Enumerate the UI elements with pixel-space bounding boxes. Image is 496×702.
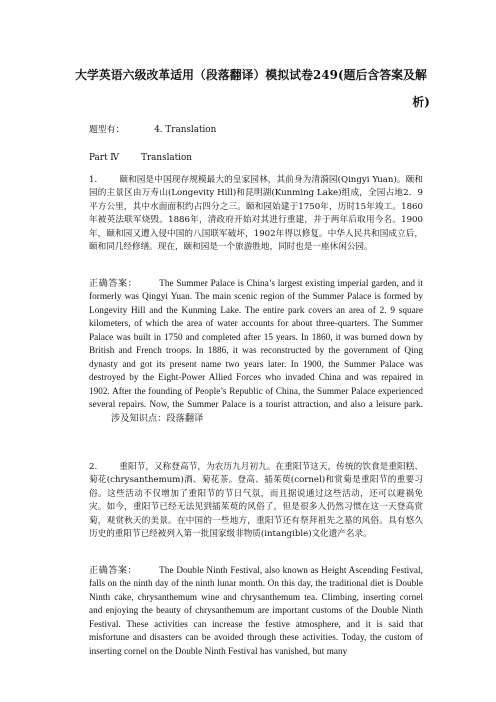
question-1-answer — [89, 277, 423, 425]
answer-label: 正确答案： — [89, 278, 138, 288]
document-title — [70, 62, 432, 116]
answer-text: The Summer Palace is China’s largest existing imperial garden, and it formerly was Qingyi Yuan. The main scenic region of the Summer Palace is formed by Longevity Hill and the Kunming Lake. The entire park covers an area of 2. 9 square kilometers, of which the area of water accounts for about three-quarters. The Summer Palace was built in 1750 and completed after 15 years. In 1860, it was burned down by British and French troops. In 1886, it was reconstructed by the government of Qing dynasty and got its present name two years later. In 1900, the Summer Palace was destroyed by the Eight-Power Allied Forces who invaded China and was repaired in 1902. After the founding of People’s Republic of China, the Summer Palace experienced several repairs. Now, the Summer Palace is a tourist attraction, and also a leisure park. — [89, 278, 424, 410]
answer-text: The Double Ninth Festival, also known as Height Ascending Festival, falls on the ninth day of the ninth lunar month. On this day, the traditional diet is Double Ninth cake, chrysanthemum wine and chrysanthemum tea. Climbing, inserting cornel and enjoying the beauty of chrysanthemum are important customs of the Double Ninth Festival. These activities can increase the festive atmosphere, and it is said that misfortune and disasters can be avoided through these activities. Today, the custom of inserting cornel on the Double Ninth Festival has vanished, but many — [89, 565, 424, 656]
question-type-label: 题型有： — [89, 125, 125, 135]
question-2-text: 重阳节，又称登高节，为农历九月初九。在重阳节这天，传统的饮食是重阳糕、菊花(chrysanthemum)酒、菊花茶。登高、插茱萸(cornel)和赏菊是重阳节的重要习俗。这些活动不仅增加了重阳节的节日气氛，而且据说通过这些活动，还可以避祸免灾。如今，重阳节已经无法见到插茱萸的风俗了，但是很多人仍然习惯在这一天登高赏菊，观赏秋天的美景。在中国的一些地方，重阳节还有祭拜祖先之墓的风俗。具有悠久历史的重阳节已经被列入第一批国家级非物质(intangible)文化遗产名录。 — [89, 462, 423, 540]
question-1-number: 1. — [89, 175, 98, 185]
question-type-value: 4. Translation — [154, 125, 217, 135]
part-title: Translation — [141, 153, 192, 163]
part-heading — [89, 152, 192, 164]
answer-label: 正确答案： — [89, 565, 138, 575]
question-1 — [89, 174, 423, 254]
part-label: Part Ⅳ — [89, 153, 120, 163]
question-type-row — [89, 124, 216, 136]
question-2-answer — [89, 564, 423, 658]
title-line-2: 析) — [412, 95, 430, 109]
knowledge-point: 涉及知识点：段落翻译 — [111, 412, 204, 423]
title-line-1: 大学英语六级改革适用（段落翻译）模拟试卷249(题后含答案及解 — [75, 68, 427, 82]
question-1-text: 颐和园是中国现存规模最大的皇家园林，其前身为清漪园(Qingyi Yuan)。颐和园的主景区由万寿山(Longevity Hill)和昆明湖(Kunming Lake)组成，全园占地2．9平方公里，其中水面面积约占四分之三。颐和园始建于1750年，历时15年竣工。1860年被英法联军烧毁。1886年，清政府开始对其进行重建，并于两年后取用今名。1900年，颐和园又遭入侵中国的八国联军破坏，1902年得以修复。中华人民共和国成立后，颐和同几经修缮。现在，颐和园是一个旅游胜地，同时也是一座休闲公园。 — [89, 175, 423, 253]
question-2-number: 2. — [89, 462, 98, 472]
question-2 — [89, 461, 423, 541]
